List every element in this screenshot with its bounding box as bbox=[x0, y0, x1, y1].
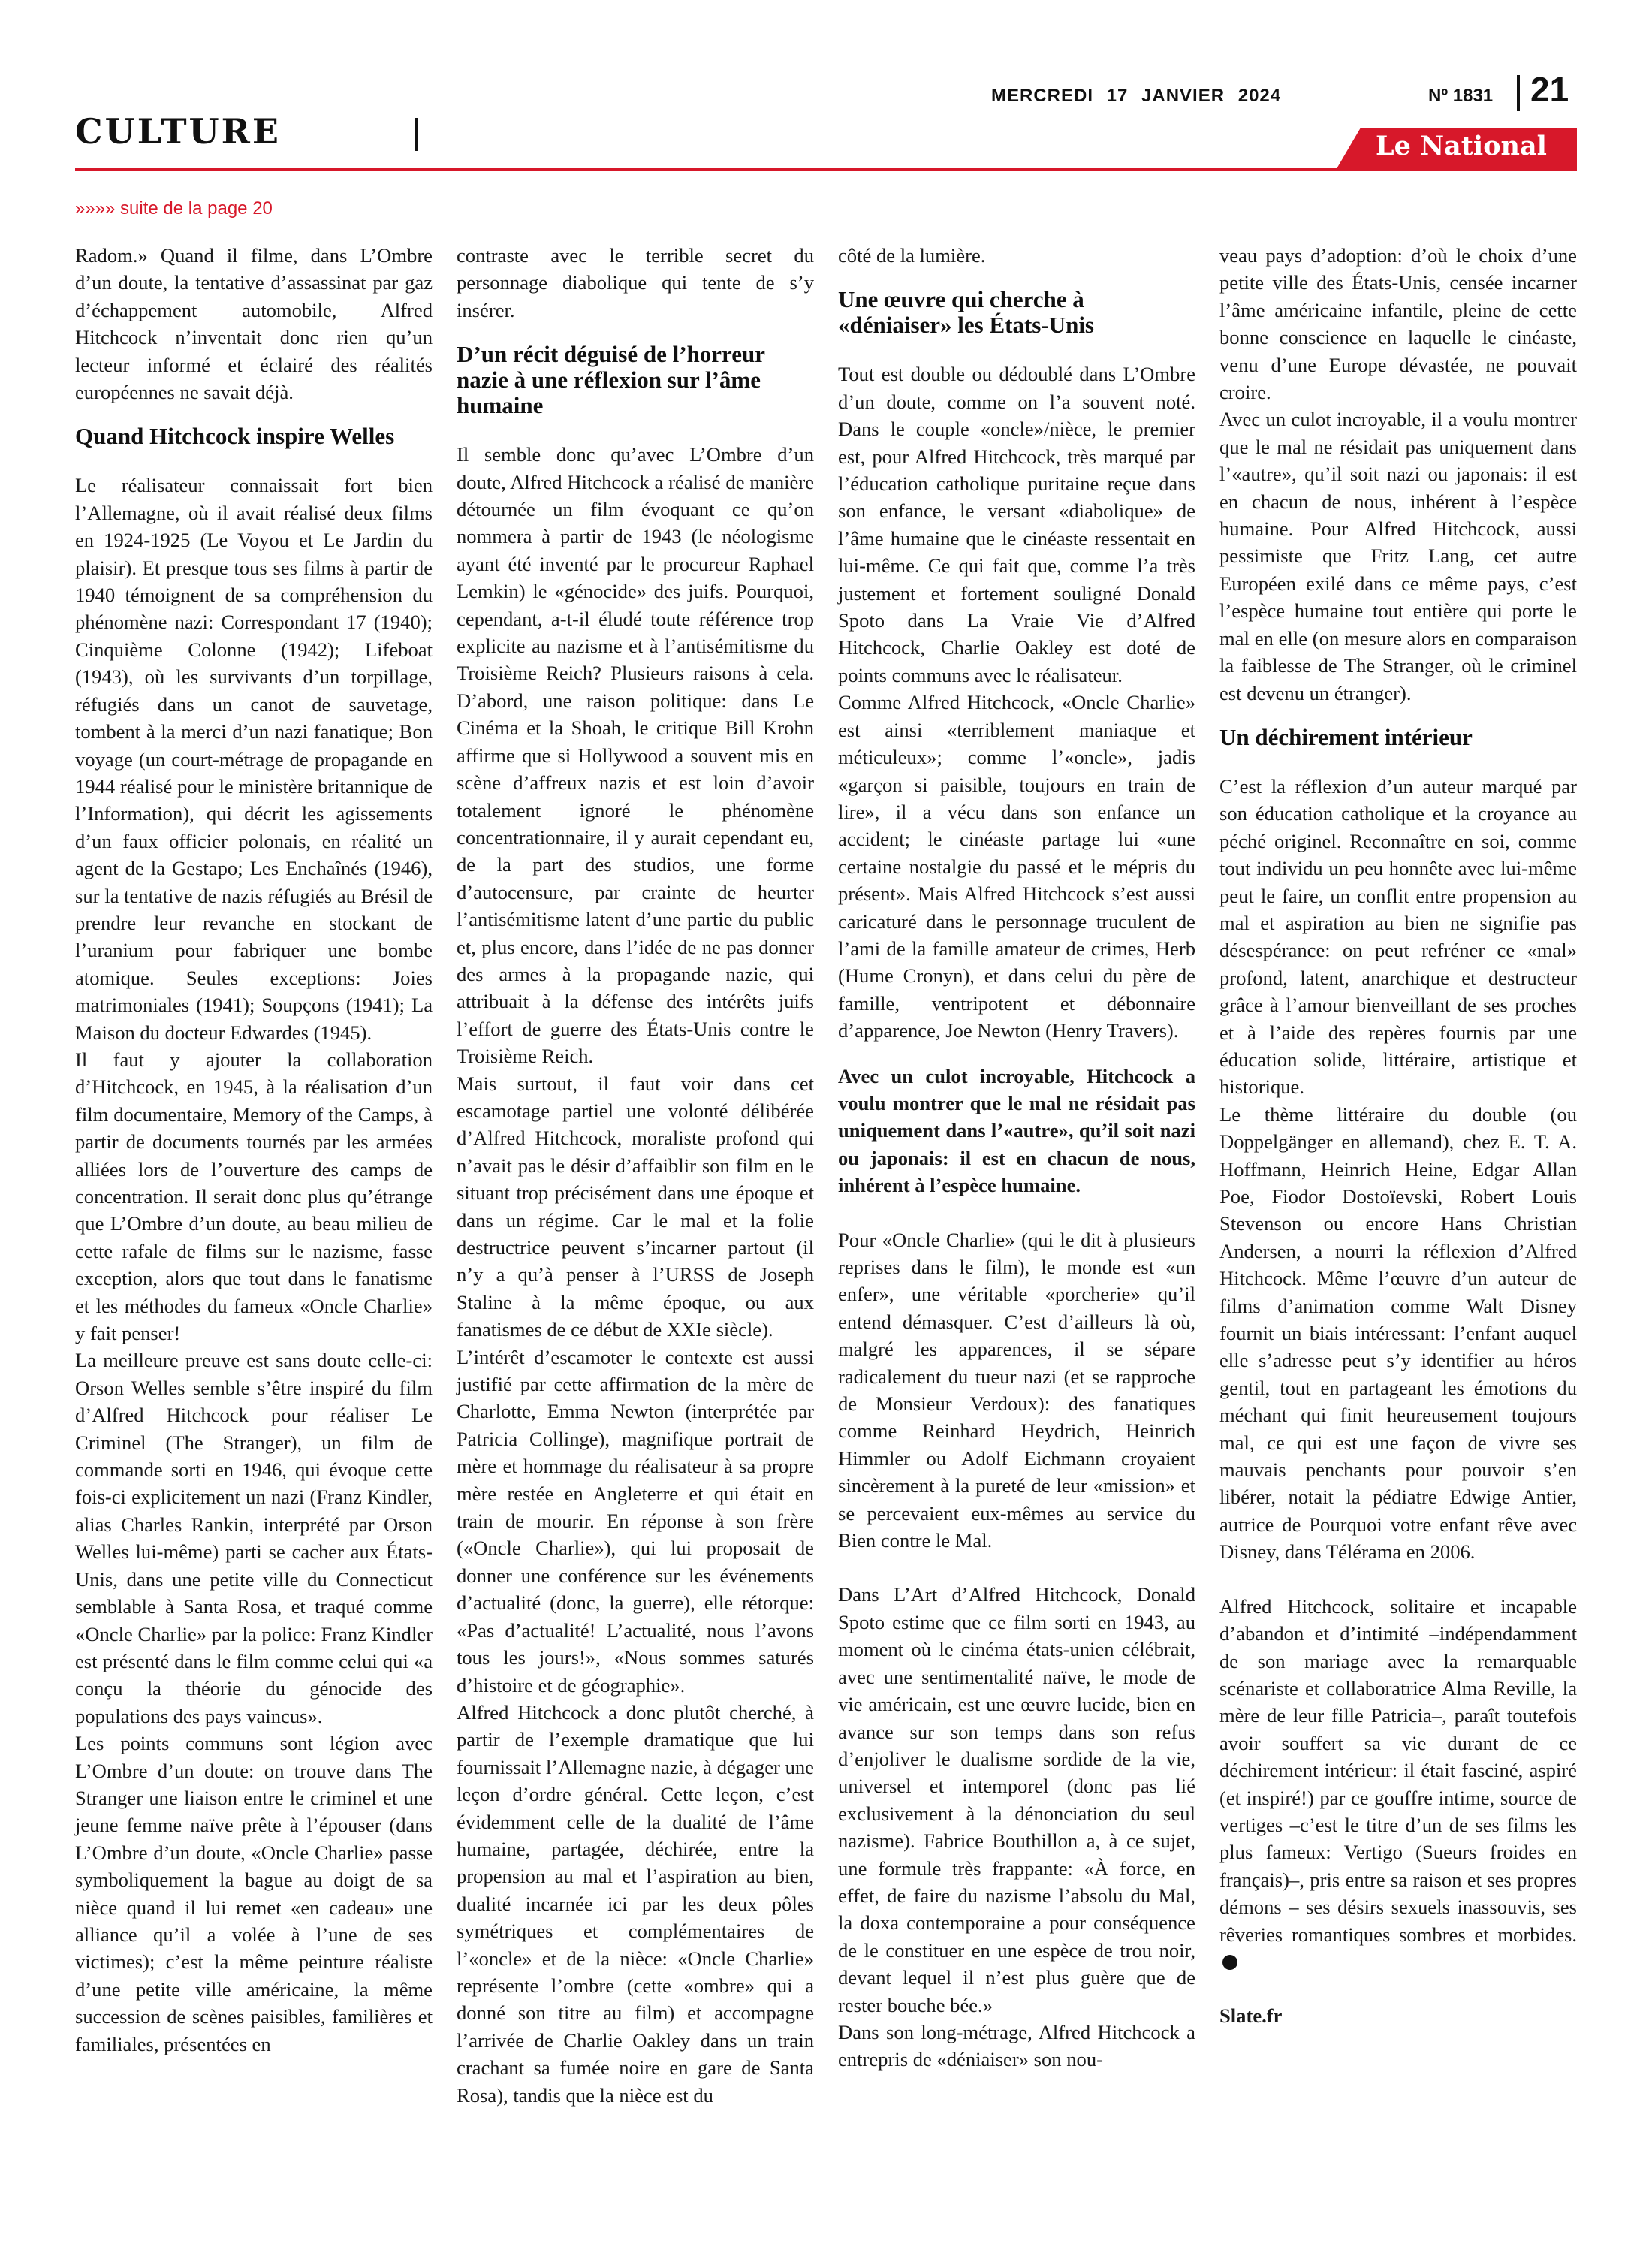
page-number-divider bbox=[1517, 75, 1520, 111]
paragraph: Comme Alfred Hitchcock, «Oncle Charlie» est ainsi «terriblement maniaque et méticuleux»; comme l’«oncle», jadis «garçon si paisible, toujours en train de lire», il a vécu dans son enfance un accident; le cinéaste partage lui «une certaine nostalgie du passé et le mépris du présent». Mais Alfred Hitchcock s’est aussi caricaturé dans le personnage truculent de l’ami de la famille amateur de crimes, Herb (Hume Cronyn), et dans celui du père de famille, ventripotent et débonnaire d’apparence, Joe Newton (Henry Travers). bbox=[838, 691, 1195, 1042]
section-divider bbox=[415, 118, 418, 151]
paragraph: Mais surtout, il faut voir dans cet escamotage partiel une volonté délibérée d’Alfred Hitchcock, moraliste profond qui n’avait pas le désir d’affaiblir son film en le situant trop précisément dans une époque et dans un régime. Car le mal et la folie destructrice peuvent s’incarner partout (il n’y a qu’à penser à l’URSS de Joseph Staline à la même époque, ou aux fanatismes de ce début de XXIe siècle). bbox=[457, 1072, 814, 1341]
paragraph: L’intérêt d’escamoter le contexte est aussi justifié par cette affirmation de la mère de Charlotte, Emma Newton (interprétée par Patricia Collinge), magnifique portrait de mère et hommage du réalisateur à sa propre mère restée en Angleterre et qui était en train de mourir. En réponse à son frère («Oncle Charlie»), qui lui proposait de donner une conférence sur les événements d’actualité (donc, la guerre), elle rétorque: «Pas d’actualité! L’actualité, nous l’avons tous les jours!», «Nous sommes saturés d’histoire et de géographie». bbox=[457, 1345, 814, 1697]
paragraph: contraste avec le terrible secret du personnage diabolique qui tente de s’y insérer. bbox=[457, 244, 814, 321]
final-paragraph bbox=[1219, 1593, 1577, 1976]
issue-number: Nº 1831 bbox=[1428, 86, 1494, 106]
paragraph: Pour «Oncle Charlie» (qui le dit à plusieurs reprises dans le film), le monde est «un enfer», une véritable «porcherie» qu’il entend démasquer. C’est d’ailleurs là où, malgré les apparences, il se sépare radicalement du tueur nazi (et se rapproche de Monsieur Verdoux): des fanatiques comme Reinhard Heydrich, Heinrich Himmler ou Adolf Eichmann croyaient sincèrement à la pureté de leur «mission» et se percevaient eux-mêmes au service du Bien contre le Mal. bbox=[838, 1228, 1195, 1552]
paragraph: Radom.» Quand il filme, dans L’Ombre d’un doute, la tentative d’assassinat par gaz d’échappement automobile, Alfred Hitchcock n’inventait donc rien qu’un lecteur informé et éclairé des réalités européennes ne savait déjà. bbox=[75, 244, 433, 404]
page-number: 21 bbox=[1530, 70, 1569, 109]
article-column-4 bbox=[1219, 242, 1577, 2030]
continued-from-link[interactable]: »»»» suite de la page 20 bbox=[75, 198, 273, 219]
source-credit: Slate.fr bbox=[1219, 2004, 1283, 2028]
header-rule bbox=[75, 168, 1577, 171]
article-column-1 bbox=[75, 242, 433, 2058]
paragraph: C’est la réflexion d’un auteur marqué par son éducation catholique et la croyance au péché originel. Reconnaître en soi, comme tout individu un peu honnête avec lui-même peut le faire, un conflit entre propension au mal et aspiration au bien ne signifie pas désespérance: on peut refréner ce «mal» profond, latent, anarchique et destructeur grâce à l’amour bienveillant de ses proches et à l’aide des repères fournis par une éducation solide, littéraire, artistique et historique. bbox=[1219, 774, 1577, 1099]
paragraph: Il faut y ajouter la collaboration d’Hitchcock, en 1945, à la réalisation d’un film documentaire, Memory of the Camps, à partir de documents tournés par les armées alliées lors de l’ouverture des camps de concentration. Il serait donc plus qu’étrange que L’Ombre d’un doute, au beau milieu de cette rafale de films sur le nazisme, fasse exception, alors que tout dans le fanatisme et les méthodes du fameux «Oncle Charlie» y fait penser! bbox=[75, 1048, 433, 1345]
section-title: CULTURE bbox=[75, 111, 281, 152]
pull-quote: Avec un culot incroyable, Hitchcock a voulu montrer que le mal ne résidait pas uniquement dans l’«autre», qu’il soit nazi ou japonais: il est en chacun de nous, inhérent à l’espèce humaine. bbox=[838, 1064, 1195, 1197]
paragraph-gap bbox=[838, 1554, 1195, 1581]
subheading: Un déchirement intérieur bbox=[1219, 723, 1473, 750]
paragraph: Le réalisateur connaissait fort bien l’Allemagne, où il avait réalisé deux films en 1924-1925 (Le Voyou et Le Jardin du plaisir). Et presque tous ses films à partir de 1940 témoignent de sa compréhension du phénomène nazi: Correspondant 17 (1940); Cinquième Colonne (1942); Lifeboat (1943), où les survivants d’un torpillage, réfugiés dans un canot de sauvetage, tombent à la merci d’un nazi fanatique; Bon voyage (un court-métrage de propagande en 1944 réalisé pour le ministère britannique de l’Information), qui décrit les agissements d’un faux officier polonais, en réalité un agent de la Gestapo; Les Enchaînés (1946), sur la tentative de nazis réfugiés au Brésil de prendre leur revanche en stockant de l’uranium pour fabriquer une bombe atomique. Seules exceptions: Joies matrimoniales (1941); Soupçons (1941); La Maison du docteur Edwardes (1945). bbox=[75, 474, 433, 1044]
publication-date: MERCREDI 17 JANVIER 2024 bbox=[991, 86, 1282, 106]
subheading: D’un récit déguisé de l’horreur nazie à une réflexion sur l’âme humaine bbox=[457, 341, 765, 419]
paragraph: La meilleure preuve est sans doute celle-ci: Orson Welles semble s’être inspiré du film d’Alfred Hitchcock pour réaliser Le Criminel (The Stranger), un film de commande sorti en 1946, qui évoque cette fois-ci explicitement un nazi (Franz Kindler, alias Charles Rankin, interprété par Orson Welles lui-même) parti se cacher aux États-Unis, dans une petite ville du Connecticut semblable à Santa Rosa, et traqué comme «Oncle Charlie» par la police: Franz Kindler est présenté dans le film comme celui qui «a conçu la théorie du génocide des populations des pays vaincus». bbox=[75, 1349, 433, 1727]
brand-name: Le National bbox=[1376, 131, 1547, 161]
paragraph: Tout est double ou dédoublé dans L’Ombre d’un doute, comme on l’a souvent noté. Dans le couple «oncle»/nièce, le premier est, pour Alfred Hitchcock, très marqué par l’éducation catholique puritaine reçue dans son enfance, le versant «diabolique» de l’âme humaine que le cinéaste ressentait en lui-même. Ce qui fait que, comme l’a très justement et fortement souligné Donald Spoto dans La Vraie Vie d’Alfred Hitchcock, Charlie Oakley est doté de points communs avec le réalisateur. bbox=[838, 363, 1195, 686]
paragraph: Il semble donc qu’avec L’Ombre d’un doute, Alfred Hitchcock a réalisé de manière détournée un film évoquant ce qu’on nommera à partir de 1943 (le néologisme ayant été inventé par le procureur Raphael Lemkin) le «génocide» des juifs. Pourquoi, cependant, a-t-il éludé toute référence trop explicite au nazisme et à l’antisémitisme du Troisième Reich? Plusieurs raisons à cela. D’abord, une raison politique: dans Le Cinéma et la Shoah, le critique Bill Krohn affirme que si Hollywood a souvent mis en scène d’affreux nazis et est loin d’avoir totalement ignoré le phénomène concentrationnaire, il y aurait cependant eu, de la part des studios, une forme d’autocensure, par crainte de heurter l’antisémitisme latent d’une partie du public et, plus encore, dans l’idée de ne pas donner des armes à la propagande nazie, qui attribuait à la défense des intérêts juifs l’effort de guerre des États-Unis contre le Troisième Reich. bbox=[457, 443, 814, 1068]
final-paragraph-text: Alfred Hitchcock, solitaire et incapable d’abandon et d’intimité –indépendamment de son mariage avec la remarquable scénariste et collaboratrice Alma Reville, la mère de leur fille Patricia–, paraît toutefois avoir souffert sa vie durant de ce déchirement intérieur: il était fasciné, aspiré (et inspiré!) par ce gouffre intime, source de vertiges –c’est le titre d’un de ses films les plus fameux: Vertigo (Sueurs froides en français)–, pris entre sa raison et ses propres démons – ses désirs sexuels inassouvis, ses rêveries romantiques sombres et morbides. bbox=[1219, 1594, 1577, 1946]
paragraph: côté de la lumière. bbox=[838, 244, 986, 267]
subheading: Une œuvre qui cherche à «déniaiser» les États-Unis bbox=[838, 286, 1094, 339]
paragraph: Alfred Hitchcock a donc plutôt cherché, à partir de l’exemple dramatique que lui fournissait l’Allemagne nazie, à dégager une leçon d’ordre général. Cette leçon, c’est évidemment celle de la dualité de l’âme humaine, partagée, déchirée, entre la propension au mal et l’aspiration au bien, dualité incarnée ici par les deux pôles symétriques et complémentaires de l’«oncle» et de la nièce: «Oncle Charlie» représente l’ombre (cette «ombre» qui a donné son titre au film) et accompagne l’arrivée de Charlie Oakley dans un train crachant sa fumée noire en gare de Santa Rosa), tandis que la nièce est du bbox=[457, 1700, 814, 2107]
paragraph: veau pays d’adoption: d’où le choix d’une petite ville des États-Unis, censée incarner l’âme américaine infantile, pleine de cette bonne conscience en laquelle le cinéaste, venu d’une Europe dévastée, ne pouvait croire. bbox=[1219, 244, 1577, 404]
end-of-article-icon bbox=[1222, 1955, 1237, 1970]
article-column-3 bbox=[838, 242, 1195, 2074]
paragraph: Le thème littéraire du double (ou Doppelgänger en allemand), chez E. T. A. Hoffmann, Heinrich Heine, Edgar Allan Poe, Fiodor Dostoïevski, Robert Louis Stevenson ou encore Hans Christian Andersen, a nourri la réflexion d’Alfred Hitchcock. Même l’œuvre d’un auteur de films d’animation comme Walt Disney fournit un biais intéressant: l’enfant auquel elle s’adresse peut s’y identifier au héros gentil, tout en partageant les émotions du méchant qui finit heureusement toujours mal, ce qui est une façon de vivre ses mauvais penchants pour pouvoir s’en libérer, notait la pédiatre Edwige Antier, autrice de Pourquoi votre enfant rêve avec Disney, dans Télérama en 2006. bbox=[1219, 1102, 1577, 1564]
paragraph: Les points communs sont légion avec L’Ombre d’un doute: on trouve dans The Stranger une liaison entre le criminel et une jeune femme naïve prête à l’épouser (dans L’Ombre d’un doute, «Oncle Charlie» passe symboliquement la bague au doigt de sa nièce quand il lui remet «en cadeau» une alliance qu’il a volée à l’une de ses victimes); c’est la même peinture réaliste d’une petite ville américaine, la même succession de scènes paisibles, familières et familiales, présentées en bbox=[75, 1732, 433, 2055]
paragraph-gap bbox=[1219, 1566, 1577, 1593]
article-column-2 bbox=[457, 242, 814, 2109]
paragraph: Dans L’Art d’Alfred Hitchcock, Donald Spoto estime que ce film sorti en 1943, au moment où le cinéma états-unien célébrait, avec une sentimentalité naïve, le mode de vie américain, est une œuvre lucide, bien en avance sur son temps dans son refus d’enjoliver le dualisme sordide de la vie, universel et intemporel (donc pas lié exclusivement à la dénonciation du seul nazisme). Fabrice Bouthillon a, à ce sujet, une formule très frappante: «À force, en effet, de faire du nazisme l’absolu du Mal, la doxa contemporaine a pour conséquence de le constituer en une espèce de trou noir, devant lequel il n’est plus guère que de rester bouche bée.» bbox=[838, 1583, 1195, 2016]
paragraph: Dans son long-métrage, Alfred Hitchcock a entrepris de «déniaiser» son nou- bbox=[838, 2020, 1195, 2071]
subheading: Quand Hitchcock inspire Welles bbox=[75, 423, 395, 450]
paragraph: Avec un culot incroyable, il a voulu montrer que le mal ne résidait pas uniquement dans l’«autre», qu’il soit nazi ou japonais: il est en chacun de nous, inhérent à l’espèce humaine. Pour Alfred Hitchcock, aussi pessimiste que Fritz Lang, cet autre Européen exilé dans ce même pays, c’est l’espèce humaine tout entière qui porte le mal en elle (on mesure alors en comparaison la faiblesse de The Stranger, où le criminel est devenu un étranger). bbox=[1219, 408, 1577, 704]
